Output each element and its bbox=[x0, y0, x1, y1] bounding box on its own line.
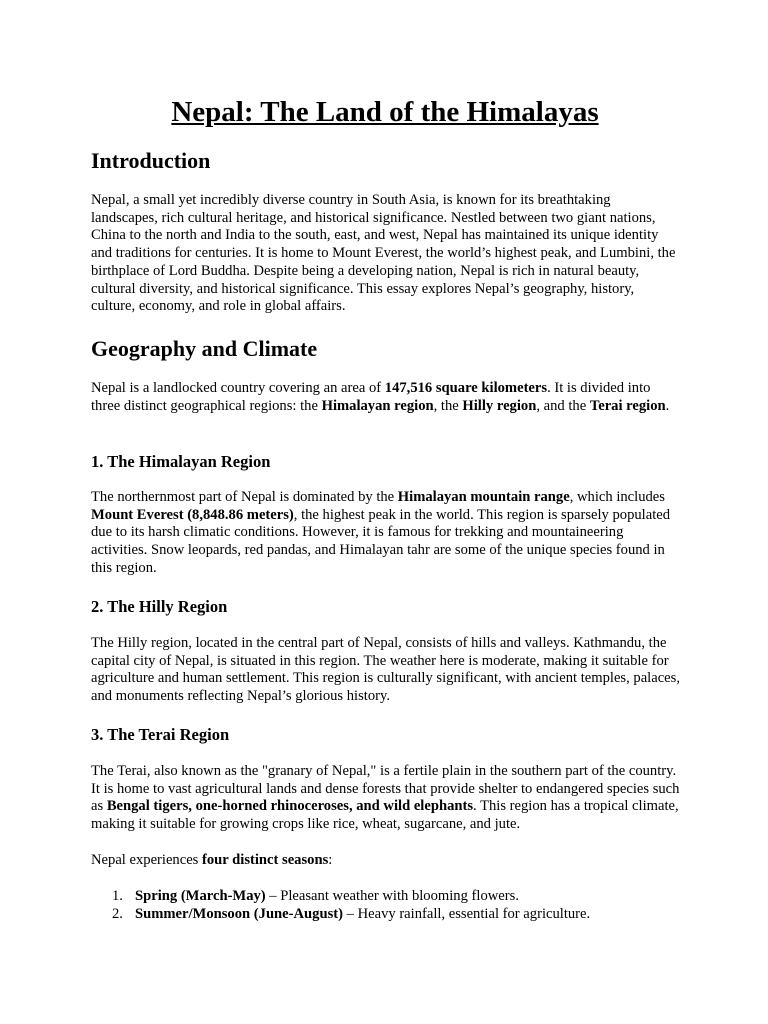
heading-himalayan-region: 1. The Himalayan Region bbox=[91, 452, 271, 471]
paragraph-hilly-region: The Hilly region, located in the central part of Nepal, consists of hills and valleys. Kathmandu, the capital city of Nepal, is situated in this region. The weather here is moderate, making it suitable for agriculture and human settlement. This region is culturally significant, with ancient temples, palaces, and monuments reflecting Nepal’s glorious history. bbox=[91, 635, 680, 705]
list-item-number: 2. bbox=[112, 905, 123, 922]
heading-geography-climate: Geography and Climate bbox=[91, 336, 318, 361]
paragraph-introduction: Nepal, a small yet incredibly diverse country in South Asia, is known for its breathtaking landscapes, rich cultural heritage, and historical significance. Nestled between two giant nations, China to the north and India to the south, east, and west, Nepal has maintained its unique identity and traditions for centuries. It is home to Mount Everest, the world’s highest peak, and Lumbini, the birthplace of Lord Buddha. Despite being a developing nation, Nepal is rich in natural beauty, cultural diversity, and historical significance. This essay explores Nepal’s geography, history, culture, economy, and role in global affairs. bbox=[91, 192, 676, 315]
season-name: Summer/Monsoon (June-August) bbox=[135, 905, 343, 922]
season-description: – Pleasant weather with blooming flowers. bbox=[265, 888, 519, 904]
heading-terai-region: 3. The Terai Region bbox=[91, 725, 230, 744]
list-item bbox=[91, 888, 681, 906]
list-item bbox=[91, 906, 681, 924]
paragraph-himalayan-region: The northernmost part of Nepal is dominated by the Himalayan mountain range, which includes Mount Everest (8,848.86 meters), the highest peak in the world. This region is sparsely populated due to its harsh climatic conditions. However, it is famous for trekking and mountaineering activities. Snow leopards, red pandas, and Himalayan tahr are some of the unique species found in this region. bbox=[91, 489, 671, 576]
heading-introduction: Introduction bbox=[91, 148, 211, 173]
paragraph-geography: Nepal is a landlocked country covering an area of 147,516 square kilometers. It is divided into three distinct geographical regions: the Himalayan region, the Hilly region, and the Terai region. bbox=[91, 380, 670, 414]
paragraph-seasons-intro: Nepal experiences four distinct seasons: bbox=[91, 852, 333, 868]
document-title: Nepal: The Land of the Himalayas bbox=[171, 96, 599, 128]
heading-hilly-region: 2. The Hilly Region bbox=[91, 597, 228, 616]
season-name: Spring (March-May) bbox=[135, 888, 266, 904]
paragraph-terai-region: The Terai, also known as the "granary of Nepal," is a fertile plain in the southern part of the country. It is home to vast agricultural lands and dense forests that provide shelter to endangered species such as Bengal tigers, one-horned rhinoceroses, and wild elephants. This region has a tropical climate, making it suitable for growing crops like rice, wheat, sugarcane, and jute. bbox=[91, 763, 680, 833]
seasons-list bbox=[91, 888, 681, 923]
list-item-number: 1. bbox=[112, 888, 123, 904]
season-description: – Heavy rainfall, essential for agriculture. bbox=[342, 905, 591, 922]
